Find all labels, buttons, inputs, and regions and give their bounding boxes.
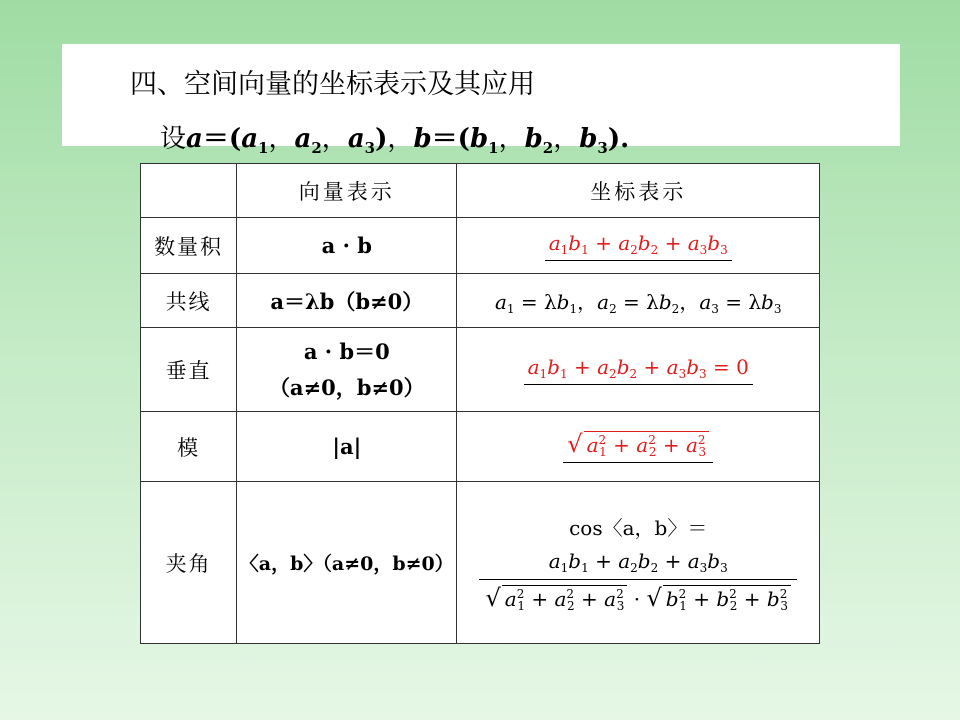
b1-symbol: b [469, 124, 489, 154]
b2-symbol: b [524, 124, 543, 154]
coordinate-form [457, 218, 820, 274]
setup-prefix: 设 [160, 124, 187, 154]
a1-sub: 1 [258, 139, 269, 157]
setup-end: ). [607, 124, 630, 154]
vector-form: a · b [237, 218, 457, 274]
magnitude-formula: √ $a^2_1 + a^2_2 + a^2_3$ [563, 430, 713, 463]
row-collinear [141, 274, 820, 328]
vector-form: a＝λb（b≠0） [237, 274, 457, 328]
row-label: 数量积 [141, 218, 237, 274]
vector-form-line-1: a · b＝0 [303, 338, 390, 364]
vector-form-line-2: （a≠0，b≠0） [268, 374, 425, 400]
header-coordinate-form: 坐标表示 [457, 164, 820, 218]
coordinate-form [457, 412, 820, 482]
a3-symbol: a [347, 124, 365, 154]
row-magnitude [141, 412, 820, 482]
a2-symbol: a [294, 124, 312, 154]
a3-sub: 3 [364, 139, 376, 157]
row-dot-product [141, 218, 820, 274]
row-perpendicular [141, 328, 820, 412]
angle-formula-fraction: $\frac{a_1b_1 + a_2b_2 + a_3b_3}{√ a^2_1 + a^2_2 + a^2_3 \cdot √ b^2_1 + b^2_2 + b^2_3}$ [479, 547, 797, 613]
setup-eq: ＝( [202, 124, 242, 154]
row-label: 共线 [141, 274, 237, 328]
header-empty [141, 164, 237, 218]
row-label: 垂直 [141, 328, 237, 412]
row-angle [141, 482, 820, 644]
vector-form: 〈a，b〉（a≠0，b≠0） [237, 482, 457, 644]
close-1: ) [375, 124, 388, 154]
b3-sub: 3 [597, 139, 608, 157]
setup-eq-2: ＝( [431, 124, 470, 154]
a1-symbol: a [241, 124, 259, 154]
sep-1: ， [268, 124, 295, 154]
sep-5: ， [553, 124, 580, 154]
vector-a-symbol: a [186, 124, 203, 154]
b2-sub: 2 [542, 139, 554, 157]
perpendicular-formula: $a_1b_1 + a_2b_2 + a_3b_3 = 0$ [524, 355, 753, 385]
sep-3: ， [387, 124, 414, 154]
coordinate-form [457, 274, 820, 328]
header-vector-form: 向量表示 [237, 164, 457, 218]
vector-b-symbol: b [413, 124, 432, 154]
coordinate-form [457, 482, 820, 644]
a2-sub: 2 [311, 139, 322, 157]
collinear-formula: $a_1 = \lambda b_1$，$a_2 = \lambda b_2$，$a_3 = \lambda b_3$ [494, 289, 782, 316]
sep-2: ， [321, 124, 348, 154]
formula-table [140, 163, 820, 644]
vector-definition [160, 118, 629, 157]
page-title: 四、空间向量的坐标表示及其应用 [130, 69, 535, 100]
header-row [141, 164, 820, 218]
b1-sub: 1 [488, 139, 499, 157]
angle-formula-lead: cos〈a，b〉＝ [569, 516, 708, 540]
row-label: 夹角 [141, 482, 237, 644]
dot-product-formula: $a_1b_1 + a_2b_2 + a_3b_3$ [545, 231, 732, 261]
coordinate-form [457, 328, 820, 412]
vector-form: |a| [237, 412, 457, 482]
row-label: 模 [141, 412, 237, 482]
vector-form [237, 328, 457, 412]
b3-symbol: b [579, 124, 598, 154]
sep-4: ， [498, 124, 525, 154]
